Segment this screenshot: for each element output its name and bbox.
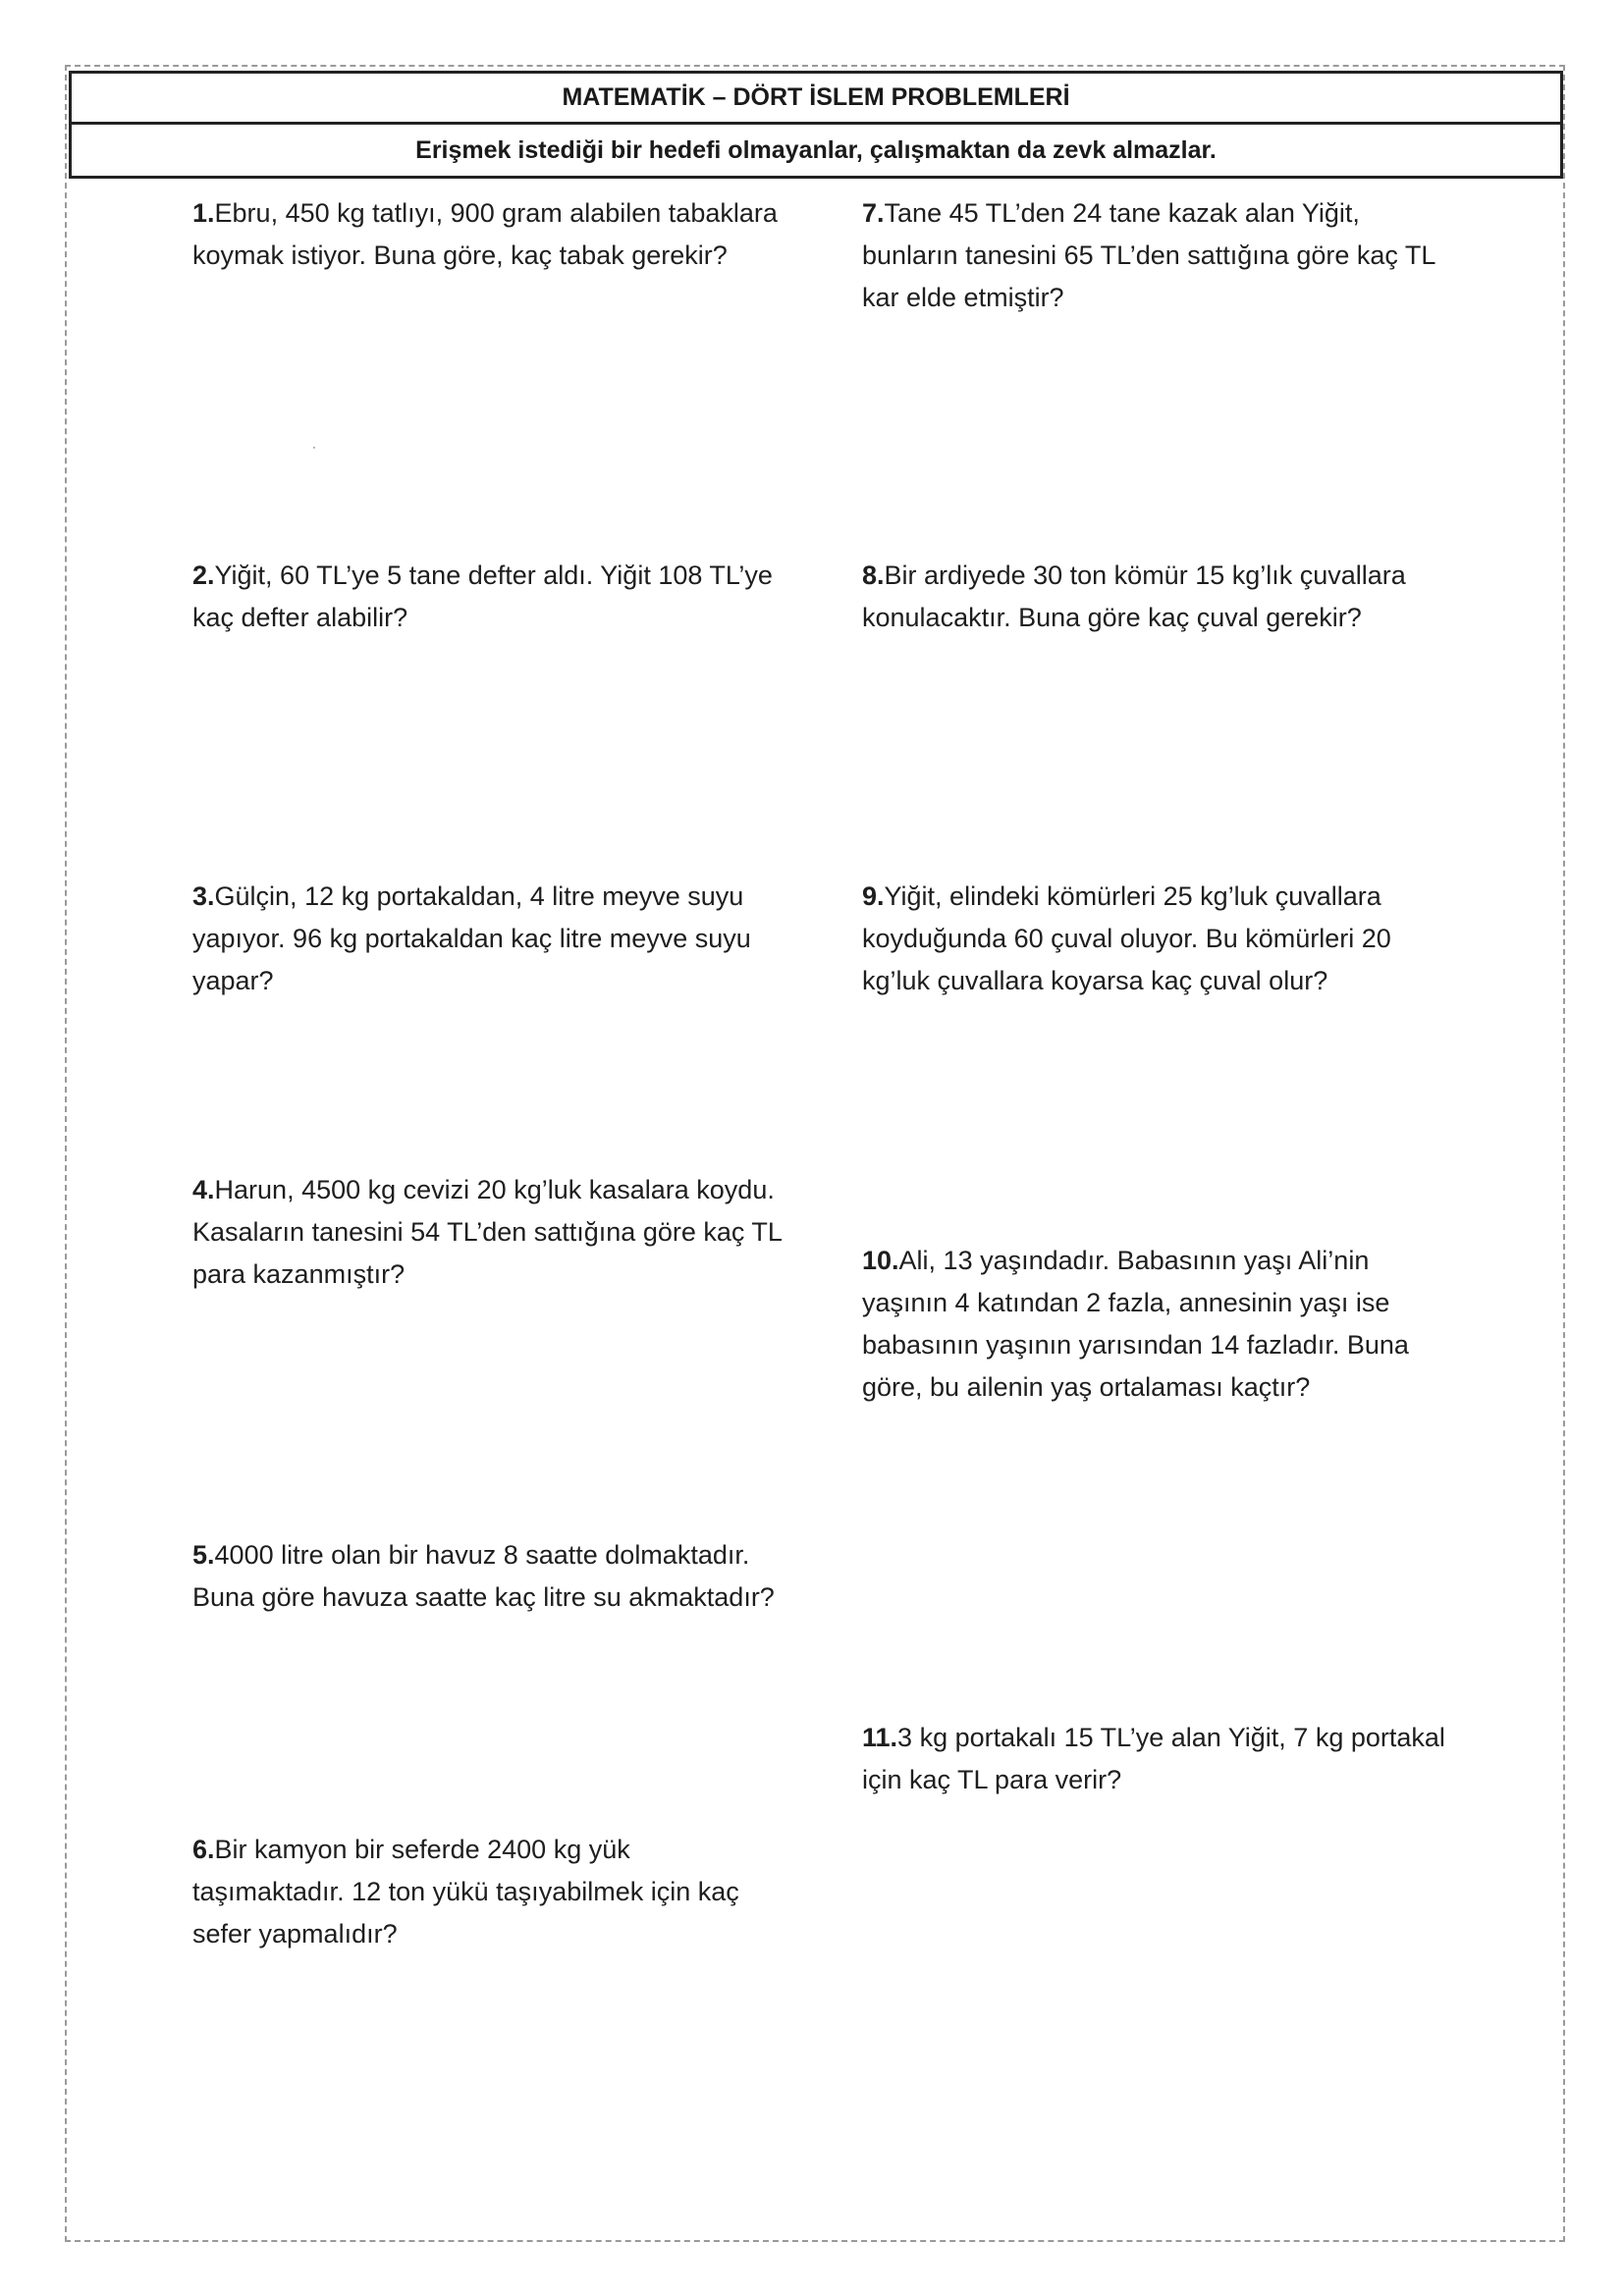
scan-speck <box>313 447 315 449</box>
question-9: 9.Yiğit, elindeki kömürleri 25 kg’luk çuvallara koyduğunda 60 çuval oluyor. Bu kömürleri 20 kg’luk çuvallara koyarsa kaç çuval olur? <box>862 881 1391 995</box>
question-2: 2.Yiğit, 60 TL’ye 5 tane defter aldı. Yiğit 108 TL’ye kaç defter alabilir? <box>192 561 773 632</box>
question-4: 4.Harun, 4500 kg cevizi 20 kg’luk kasalara koydu. Kasaların tanesini 54 TL’den sattığına göre kaç TL para kazanmıştır? <box>192 1175 782 1289</box>
worksheet-title: MATEMATİK – DÖRT İSLEM PROBLEMLERİ <box>72 74 1560 125</box>
question-6: 6.Bir kamyon bir seferde 2400 kg yük taşımaktadır. 12 ton yükü taşıyabilmek için kaç sefer yapmalıdır? <box>192 1835 739 1949</box>
question-3: 3.Gülçin, 12 kg portakaldan, 4 litre meyve suyu yapıyor. 96 kg portakaldan kaç litre meyve suyu yapar? <box>192 881 751 995</box>
question-11: 11.3 kg portakalı 15 TL’ye alan Yiğit, 7 kg portakal için kaç TL para verir? <box>862 1723 1445 1794</box>
question-5: 5.4000 litre olan bir havuz 8 saatte dolmaktadır. Buna göre havuza saatte kaç litre su akmaktadır? <box>192 1540 775 1612</box>
question-1: 1.Ebru, 450 kg tatlıyı, 900 gram alabilen tabaklara koymak istiyor. Buna göre, kaç tabak gerekir? <box>192 198 778 270</box>
question-8: 8.Bir ardiyede 30 ton kömür 15 kg’lık çuvallara konulacaktır. Buna göre kaç çuval gerekir? <box>862 561 1406 632</box>
question-7: 7.Tane 45 TL’den 24 tane kazak alan Yiğit, bunların tanesini 65 TL’den sattığına göre kaç TL kar elde etmiştir? <box>862 198 1435 312</box>
worksheet-motto: Erişmek istediği bir hedefi olmayanlar, çalışmaktan da zevk almazlar. <box>415 135 1217 164</box>
question-10: 10.Ali, 13 yaşındadır. Babasının yaşı Ali’nin yaşının 4 katından 2 fazla, annesinin yaşı ise babasının yaşının yarısından 14 fazladır. Buna göre, bu ailenin yaş ortalaması kaçtır? <box>862 1246 1409 1402</box>
worksheet-header <box>69 71 1563 179</box>
